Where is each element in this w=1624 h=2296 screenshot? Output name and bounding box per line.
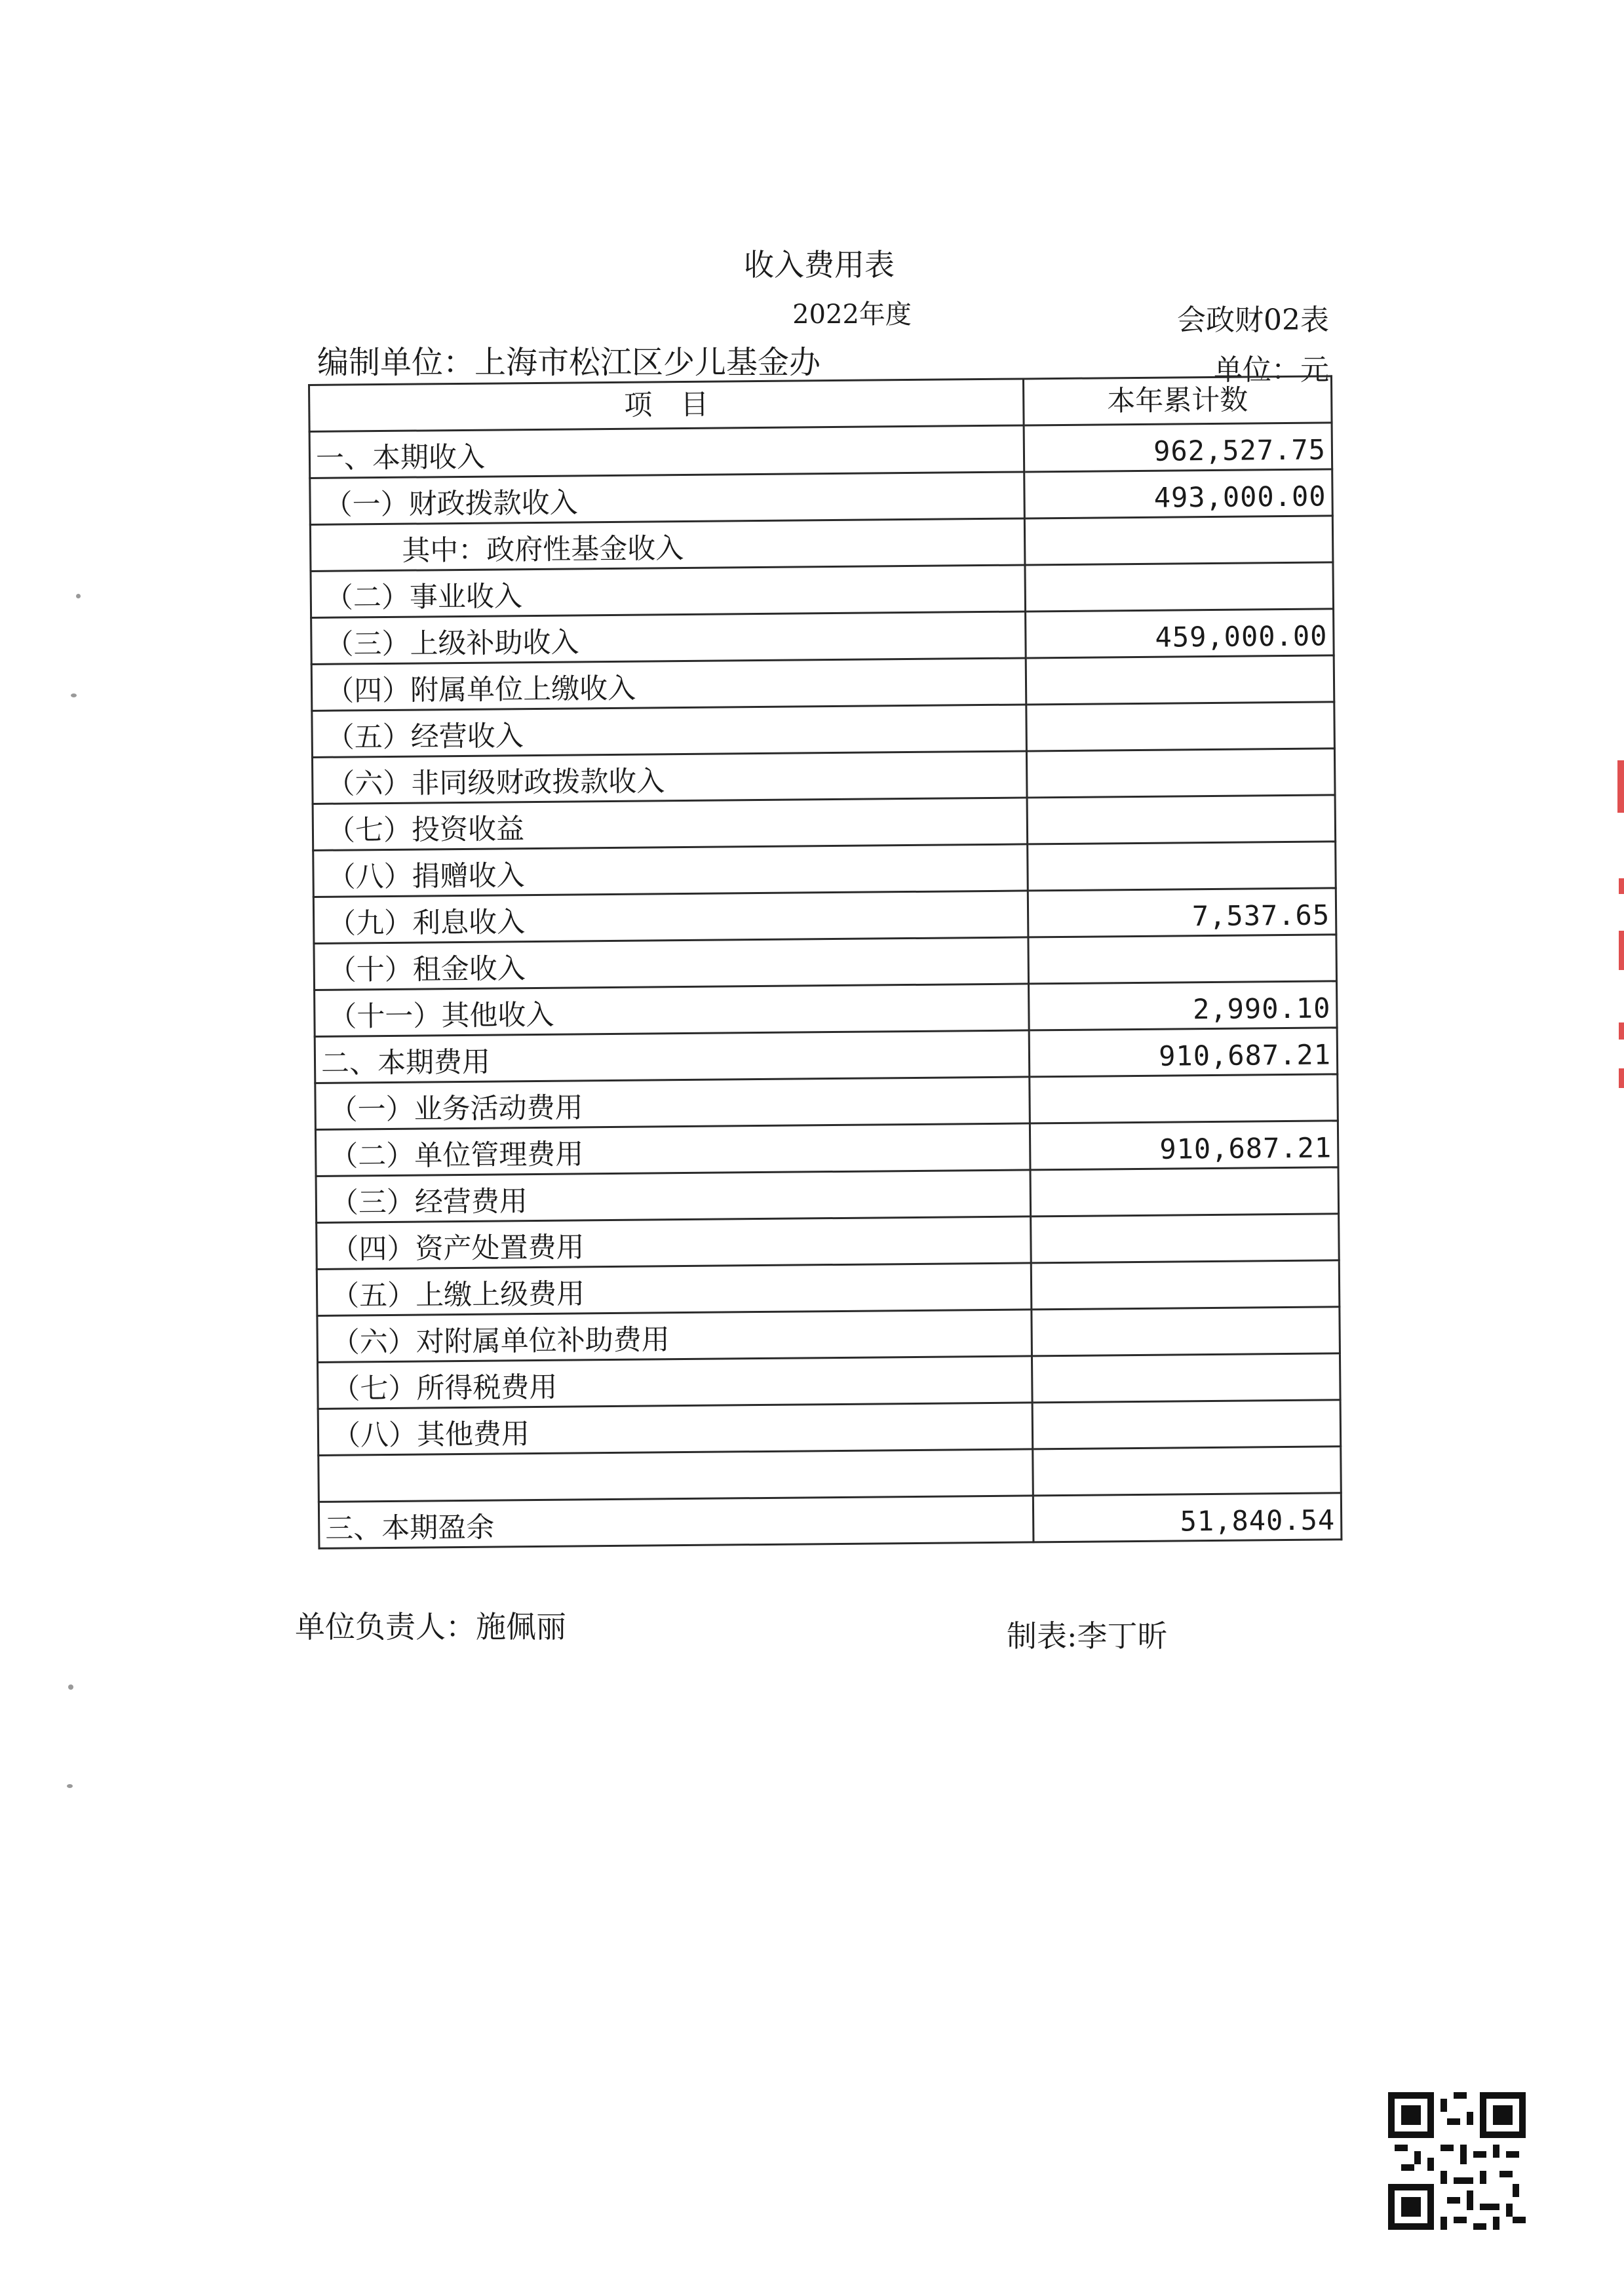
table-row bbox=[315, 981, 1338, 1037]
row-item-label: （二）事业收入 bbox=[311, 565, 1026, 618]
income-expense-table bbox=[308, 375, 1342, 1549]
scan-speck bbox=[67, 1784, 73, 1788]
seal-edge-mark bbox=[1619, 931, 1624, 970]
header-amount: 本年累计数 bbox=[1023, 376, 1332, 425]
row-amount: 7,537.65 bbox=[1028, 888, 1336, 937]
table-row bbox=[319, 1493, 1342, 1549]
table-row bbox=[317, 1260, 1340, 1316]
row-item-label: （一）财政拨款收入 bbox=[310, 472, 1025, 525]
row-item-label: （七）投资收益 bbox=[313, 798, 1028, 851]
currency-unit: 单位：元 bbox=[1214, 353, 1329, 387]
row-item-label: 三、本期盈余 bbox=[319, 1496, 1034, 1549]
table-row bbox=[311, 609, 1334, 665]
table-row bbox=[311, 562, 1334, 618]
seal-edge-mark bbox=[1619, 1022, 1624, 1040]
row-item-label: 一、本期收入 bbox=[309, 425, 1024, 478]
row-amount bbox=[1028, 935, 1337, 984]
row-amount: 910,687.21 bbox=[1029, 1028, 1338, 1077]
table-row bbox=[315, 1074, 1338, 1130]
row-amount: 910,687.21 bbox=[1030, 1121, 1338, 1170]
table-row bbox=[317, 1214, 1340, 1270]
table-row bbox=[312, 702, 1335, 758]
row-item-label: 二、本期费用 bbox=[315, 1030, 1030, 1083]
row-item-label: （四）资产处置费用 bbox=[317, 1216, 1032, 1270]
scan-speck bbox=[71, 693, 77, 697]
row-amount: 2,990.10 bbox=[1029, 981, 1338, 1030]
row-amount: 51,840.54 bbox=[1033, 1493, 1342, 1542]
seal-edge-mark bbox=[1619, 1068, 1624, 1088]
qr-code-icon bbox=[1388, 2092, 1526, 2230]
row-amount: 962,527.75 bbox=[1024, 423, 1332, 472]
row-item-label: （五）上缴上级费用 bbox=[317, 1263, 1032, 1316]
row-item-label: （二）单位管理费用 bbox=[315, 1123, 1030, 1177]
row-amount bbox=[1032, 1400, 1341, 1449]
seal-edge-mark bbox=[1619, 878, 1624, 894]
row-amount bbox=[1025, 562, 1334, 612]
row-item-label: （八）捐赠收入 bbox=[313, 844, 1028, 897]
report-year: 2022年度 bbox=[792, 300, 912, 330]
table-row bbox=[309, 423, 1332, 478]
row-amount bbox=[1028, 842, 1336, 891]
row-amount: 493,000.00 bbox=[1024, 469, 1333, 518]
table-row bbox=[314, 935, 1337, 990]
row-amount bbox=[1033, 1447, 1342, 1496]
table-row bbox=[318, 1353, 1341, 1409]
row-item-label: （三）上级补助收入 bbox=[311, 612, 1026, 665]
table-row bbox=[311, 655, 1334, 711]
row-amount bbox=[1031, 1214, 1340, 1263]
row-item-label: （八）其他费用 bbox=[318, 1403, 1033, 1456]
table-row bbox=[315, 1028, 1338, 1083]
table-row bbox=[318, 1400, 1341, 1456]
row-amount bbox=[1027, 795, 1336, 844]
row-amount: 459,000.00 bbox=[1026, 609, 1334, 658]
row-item-label: （十一）其他收入 bbox=[315, 984, 1030, 1037]
table-row bbox=[315, 1121, 1338, 1177]
row-item-label: （一）业务活动费用 bbox=[315, 1077, 1030, 1130]
row-item-label: （四）附属单位上缴收入 bbox=[311, 658, 1026, 711]
responsible-person: 单位负责人：施佩丽 bbox=[295, 1609, 566, 1644]
scan-speck bbox=[76, 594, 81, 598]
header-item: 项 目 bbox=[309, 379, 1024, 432]
table-row bbox=[316, 1167, 1339, 1223]
row-item-label: （七）所得税费用 bbox=[318, 1356, 1033, 1409]
row-amount bbox=[1032, 1353, 1340, 1403]
table-row bbox=[319, 1447, 1342, 1502]
table-row bbox=[313, 795, 1336, 851]
table-body bbox=[309, 423, 1342, 1549]
row-item-label: （十）租金收入 bbox=[314, 937, 1029, 990]
row-amount bbox=[1024, 516, 1333, 565]
row-item-label: 其中：政府性基金收入 bbox=[310, 518, 1025, 572]
row-amount bbox=[1026, 702, 1335, 751]
table-preparer: 制表:李丁昕 bbox=[1007, 1618, 1168, 1654]
row-amount bbox=[1030, 1167, 1339, 1216]
scan-speck bbox=[68, 1684, 73, 1690]
row-amount bbox=[1032, 1307, 1340, 1356]
table-row bbox=[313, 842, 1336, 897]
row-item-label bbox=[319, 1449, 1034, 1502]
seal-edge-mark bbox=[1617, 760, 1624, 813]
preparing-organization: 编制单位：上海市松江区少儿基金办 bbox=[317, 344, 821, 381]
table-row bbox=[317, 1307, 1340, 1363]
page-title: 收入费用表 bbox=[744, 247, 895, 282]
form-code: 会政财02表 bbox=[1177, 303, 1329, 337]
row-item-label: （六）非同级财政拨款收入 bbox=[312, 751, 1027, 804]
row-item-label: （五）经营收入 bbox=[312, 705, 1027, 758]
row-amount bbox=[1026, 655, 1334, 705]
table-row bbox=[310, 469, 1333, 525]
table-row bbox=[312, 749, 1335, 804]
row-amount bbox=[1026, 749, 1335, 798]
row-item-label: （六）对附属单位补助费用 bbox=[317, 1310, 1032, 1363]
row-item-label: （三）经营费用 bbox=[316, 1170, 1031, 1223]
row-amount bbox=[1031, 1260, 1340, 1310]
row-item-label: （九）利息收入 bbox=[313, 891, 1028, 944]
row-amount bbox=[1030, 1074, 1338, 1123]
table-row bbox=[310, 516, 1333, 572]
table-row bbox=[313, 888, 1336, 944]
table-header-row bbox=[309, 376, 1332, 432]
